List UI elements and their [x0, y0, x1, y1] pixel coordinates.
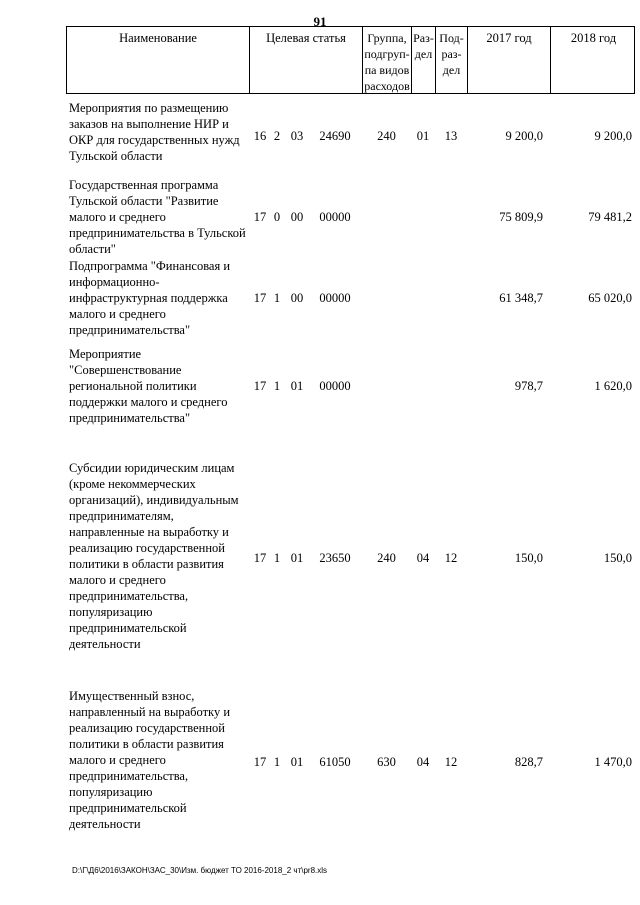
code-event: 01	[290, 755, 304, 769]
code-program: 17	[253, 551, 267, 565]
header-group-text: Группа, подгруп-па видов расходов	[364, 31, 410, 93]
code-subprogram: 1	[273, 291, 281, 305]
cell-podrazdel: 12	[444, 551, 458, 565]
header-target: Целевая статья	[250, 27, 363, 93]
cell-group: 240	[377, 551, 396, 565]
code-direction: 00000	[319, 210, 351, 224]
cell-group: 630	[377, 755, 396, 769]
code-event: 01	[290, 551, 304, 565]
cell-razdel: 04	[416, 551, 430, 565]
cell-2017: 61 348,7	[499, 291, 543, 305]
code-subprogram: 1	[273, 551, 281, 565]
header-razdel: Раз-дел	[412, 27, 436, 93]
code-direction: 61050	[319, 755, 351, 769]
code-program: 17	[253, 291, 267, 305]
cell-2018: 9 200,0	[594, 129, 632, 143]
code-event: 00	[290, 210, 304, 224]
row-name: Мероприятие "Совершенствование региональной политики поддержки малого и среднего предпринимательства"	[69, 347, 228, 425]
code-subprogram: 2	[273, 129, 281, 143]
cell-2018: 65 020,0	[588, 291, 632, 305]
row-name: Имущественный взнос, направленный на выработку и реализацию государственной политики в области развития малого и среднего предпринимательства, популяризацию предпринимательской деятельности	[69, 689, 231, 831]
cell-group: 240	[377, 129, 396, 143]
code-program: 17	[253, 210, 267, 224]
code-direction: 24690	[319, 129, 351, 143]
code-event: 00	[290, 291, 304, 305]
header-group	[363, 27, 412, 93]
cell-podrazdel: 13	[444, 129, 458, 143]
cell-2017: 978,7	[514, 379, 543, 393]
code-program: 17	[253, 755, 267, 769]
cell-podrazdel: 12	[444, 755, 458, 769]
code-program: 17	[253, 379, 267, 393]
cell-2018: 1 470,0	[594, 755, 632, 769]
code-event: 01	[290, 379, 304, 393]
cell-2017: 75 809,9	[499, 210, 543, 224]
cell-2018: 1 620,0	[594, 379, 632, 393]
page-number: 91	[313, 14, 327, 29]
code-direction: 23650	[319, 551, 351, 565]
cell-2017: 828,7	[514, 755, 543, 769]
row-name: Подпрограмма "Финансовая и информационно-инфраструктурная поддержка малого и среднего предпринимательства"	[69, 259, 231, 337]
code-subprogram: 1	[273, 379, 281, 393]
header-podrazdel: Под-раз-дел	[436, 27, 468, 93]
header-2018: 2018 год	[570, 31, 617, 45]
file-path-footer: D:\Г\Д6\2016\ЗАКОН\ЗАС_30\Изм. бюджет ТО 2016-2018_2 чт\pr8.xls	[72, 866, 328, 875]
cell-2018: 79 481,2	[588, 210, 632, 224]
header-2017: 2017 год	[468, 27, 551, 93]
cell-2018: 150,0	[603, 551, 632, 565]
code-subprogram: 0	[273, 210, 281, 224]
row-name: Государственная программа Тульской области "Развитие малого и среднего предпринимательства в Тульской области"	[69, 178, 246, 256]
code-subprogram: 1	[273, 755, 281, 769]
header-name: Наименование	[67, 27, 250, 93]
cell-razdel: 04	[416, 755, 430, 769]
cell-razdel: 01	[416, 129, 430, 143]
cell-2017: 9 200,0	[505, 129, 543, 143]
code-direction: 00000	[319, 379, 351, 393]
code-direction: 00000	[319, 291, 351, 305]
table-header	[66, 26, 635, 94]
row-name: Субсидии юридическим лицам (кроме некоммерческих организаций), индивидуальным предпринимателям, направленные на выработку и реализацию государственной политики в области развития малого и среднего предпринимательства, популяризацию предпринимательской деятельности	[69, 461, 239, 651]
cell-2017: 150,0	[514, 551, 543, 565]
code-program: 16	[253, 129, 267, 143]
code-event: 03	[290, 129, 304, 143]
row-name: Мероприятия по размещению заказов на выполнение НИР и ОКР для государственных нужд Тульской области	[69, 101, 240, 163]
